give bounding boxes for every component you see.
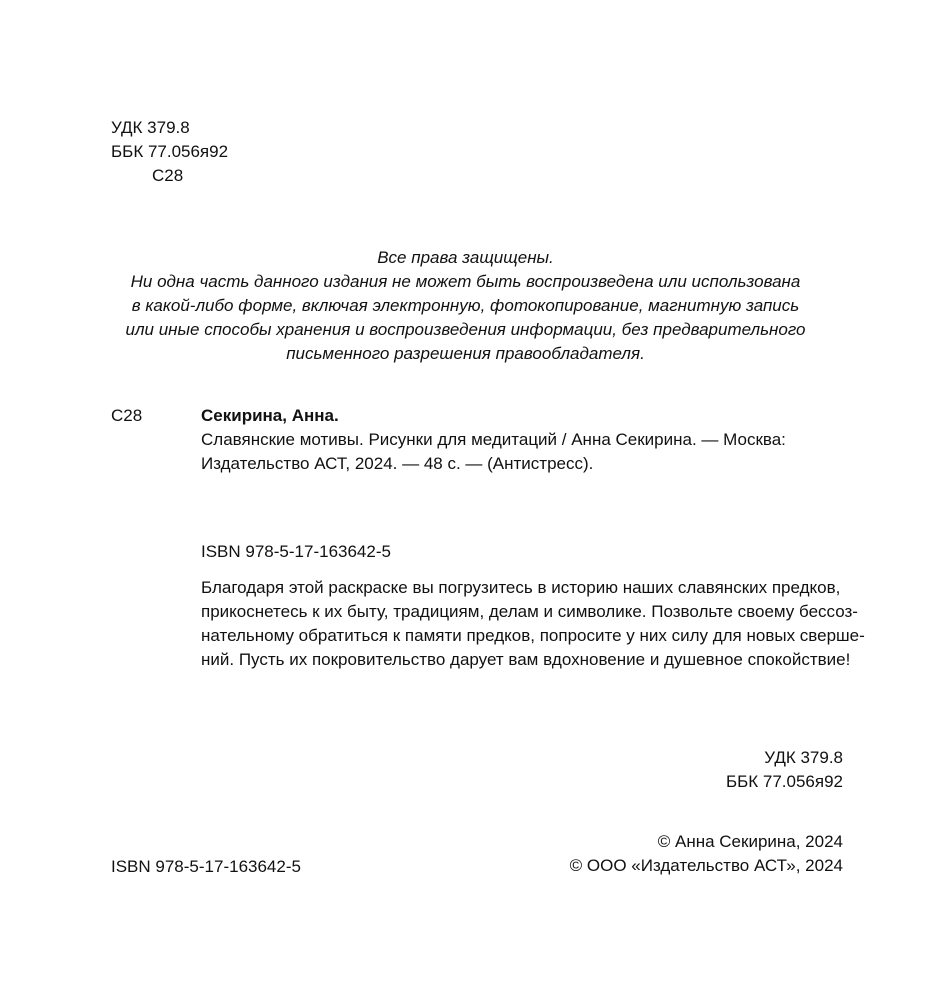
bbk-code: ББК 77.056я92	[111, 142, 229, 161]
rights-notice	[0, 246, 931, 366]
udk-code: УДК 379.8	[111, 118, 190, 137]
annotation-line: прикоснетесь к их быту, традициям, делам и символике. Позвольте своему бессоз-	[201, 602, 858, 621]
annotation-line: нательному обратиться к памяти предков, попросите у них силу для новых сверше-	[201, 626, 865, 645]
rights-line: или иные способы хранения и воспроизведения информации, без предварительного	[125, 320, 806, 339]
isbn-bottom: ISBN 978-5-17-163642-5	[111, 857, 301, 876]
rights-line: Все права защищены.	[377, 248, 554, 267]
catalog-entry	[201, 404, 786, 476]
rights-line: в какой-либо форме, включая электронную, фотокопирование, магнитную запись	[131, 296, 800, 315]
rights-line: Ни одна часть данного издания не может быть воспроизведена или использована	[130, 272, 801, 291]
annotation	[201, 576, 865, 672]
udk-code: УДК 379.8	[764, 748, 843, 767]
author-mark: С28	[152, 166, 184, 185]
bottom-classification	[0, 746, 843, 794]
top-classification	[111, 116, 228, 188]
rights-line: письменного разрешения правообладателя.	[286, 344, 645, 363]
isbn-catalog: ISBN 978-5-17-163642-5	[201, 542, 391, 561]
copyright-line: © ООО «Издательство АСТ», 2024	[569, 856, 843, 875]
catalog-description-line: Издательство АСТ, 2024. — 48 с. — (Антистресс).	[201, 454, 594, 473]
bbk-code: ББК 77.056я92	[725, 772, 843, 791]
annotation-line: ний. Пусть их покровительство дарует вам вдохновение и душевное спокойствие!	[201, 650, 851, 669]
annotation-line: Благодаря этой раскраске вы погрузитесь в историю наших славянских предков,	[201, 578, 841, 597]
catalog-author: Секирина, Анна.	[201, 406, 339, 425]
catalog-description-line: Славянские мотивы. Рисунки для медитаций / Анна Секирина. — Москва:	[201, 430, 786, 449]
catalog-author-mark: С28	[111, 406, 143, 425]
copyright-line: © Анна Секирина, 2024	[657, 832, 843, 851]
